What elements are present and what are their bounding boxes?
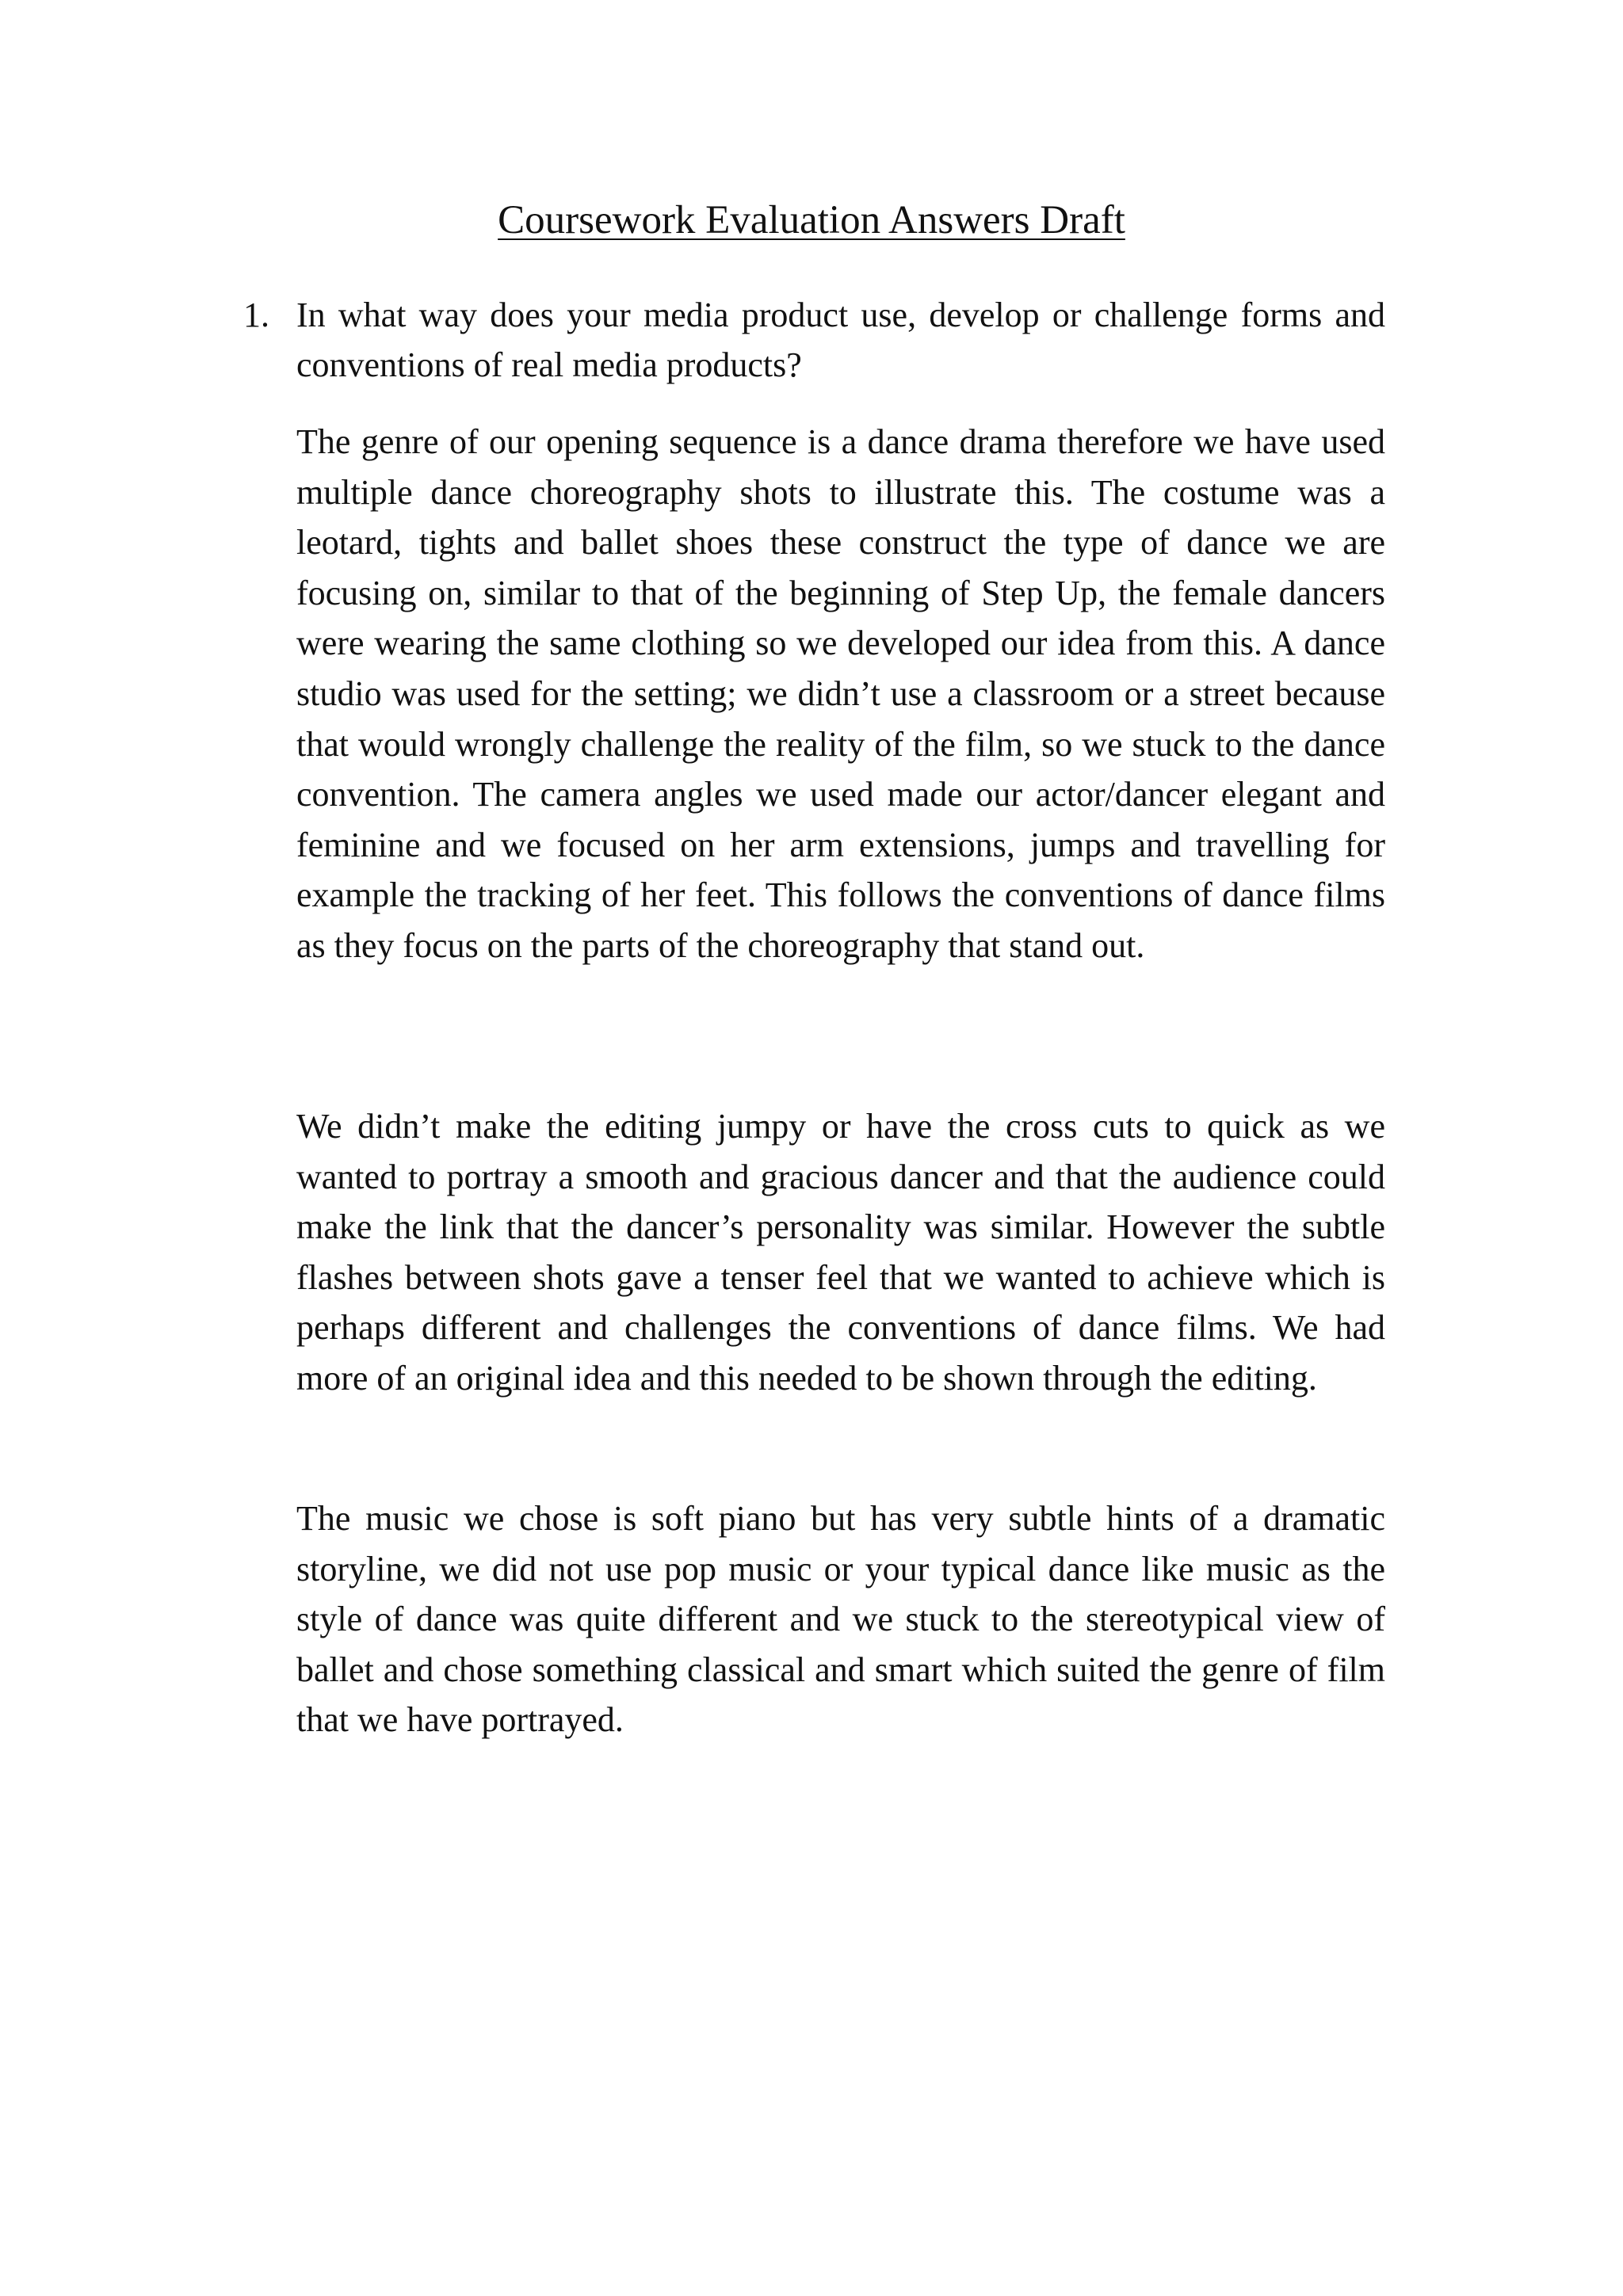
question-text: In what way does your media product use, develop or challenge forms and conventions of real media products? bbox=[296, 296, 1385, 384]
answer-paragraph: The music we chose is soft piano but has very subtle hints of a dramatic storyline, we did not use pop music or your typical dance like music as the style of dance was quite different and we stuck to the stereotypical view of ballet and chose something classical and smart which suited the genre of film that we have portrayed. bbox=[296, 1499, 1385, 1740]
question-number: 1. bbox=[243, 296, 269, 334]
answer-paragraph: The genre of our opening sequence is a dance drama therefore we have used multiple dance choreography shots to illustrate this. The costume was a leotard, tights and ballet shoes these construct the type of dance we are focusing on, similar to that of the beginning of Step Up, the female dancers were wearing the same clothing so we developed our idea from this. A dance studio was used for the setting; we didn’t use a classroom or a street because that would wrongly challenge the reality of the film, so we stuck to the dance convention. The camera angles we used made our actor/dancer elegant and feminine and we focused on her arm extensions, jumps and travelling for example the tracking of her feet. This follows the conventions of dance films as they focus on the parts of the choreography that stand out. bbox=[296, 422, 1385, 965]
answer-paragraph: We didn’t make the editing jumpy or have the cross cuts to quick as we wanted to portray a smooth and gracious dancer and that the audience could make the link that the dancer’s personality was similar. However the subtle flashes between shots gave a tenser feel that we wanted to achieve which is perhaps different and challenges the conventions of dance films. We had more of an original idea and this needed to be shown through the editing. bbox=[296, 1107, 1385, 1398]
document-title: Coursework Evaluation Answers Draft bbox=[498, 198, 1125, 242]
